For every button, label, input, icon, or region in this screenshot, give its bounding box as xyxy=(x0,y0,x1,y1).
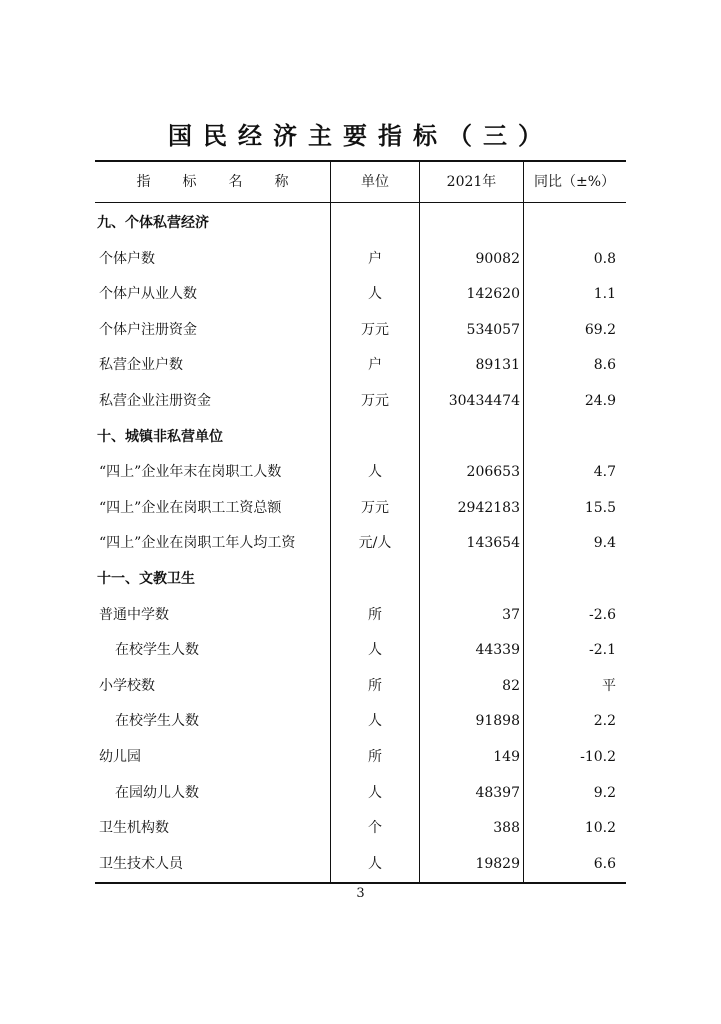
value-cell: 19829 xyxy=(475,855,520,872)
value-cell: 48397 xyxy=(475,784,520,801)
yoy-cell: -10.2 xyxy=(580,749,616,765)
yoy-cell: 8.6 xyxy=(593,357,616,374)
section-row xyxy=(95,205,626,241)
yoy-cell: -2.6 xyxy=(589,606,616,623)
indicator-name: 个体户从业人数 xyxy=(99,286,197,303)
value-cell: 206653 xyxy=(466,464,520,481)
yoy-cell: 9.4 xyxy=(593,535,616,552)
unit-cell: 人 xyxy=(368,464,382,481)
table-row xyxy=(95,810,626,846)
value-cell: 89131 xyxy=(475,357,520,374)
table-row xyxy=(95,668,626,704)
table-row xyxy=(95,383,626,419)
unit-cell: 人 xyxy=(368,784,382,801)
unit-cell: 户 xyxy=(368,250,382,267)
unit-cell: 万元 xyxy=(361,499,389,516)
indicator-name: “四上”企业在岗职工年人均工资 xyxy=(99,535,296,552)
unit-cell: 人 xyxy=(368,855,382,872)
yoy-cell: 10.2 xyxy=(584,820,616,837)
section-heading: 九、个体私营经济 xyxy=(97,215,209,231)
indicator-name: 小学校数 xyxy=(99,677,155,694)
value-cell: 37 xyxy=(502,606,520,623)
page-number: 3 xyxy=(356,886,365,901)
unit-cell: 所 xyxy=(368,749,382,765)
yoy-cell: 24.9 xyxy=(584,393,616,409)
value-cell: 388 xyxy=(493,820,520,837)
yoy-cell: 15.5 xyxy=(584,499,616,516)
unit-cell: 人 xyxy=(368,286,382,303)
yoy-cell: 平 xyxy=(602,677,616,694)
value-cell: 82 xyxy=(502,677,520,694)
value-cell: 91898 xyxy=(475,713,520,730)
table-row xyxy=(95,241,626,277)
page-title: 国民经济主要指标（三） xyxy=(168,122,553,150)
section-heading: 十一、文教卫生 xyxy=(97,571,195,587)
yoy-cell: 6.6 xyxy=(593,855,616,872)
indicator-name: “四上”企业在岗职工工资总额 xyxy=(99,499,282,516)
table-row xyxy=(95,312,626,348)
value-cell: 44339 xyxy=(475,642,520,659)
unit-cell: 人 xyxy=(368,713,382,730)
yoy-cell: 69.2 xyxy=(584,321,616,338)
indicator-name: 卫生机构数 xyxy=(99,820,169,837)
indicator-name: 个体户注册资金 xyxy=(99,321,197,338)
header-name-char: 称 xyxy=(274,174,289,190)
value-cell: 534057 xyxy=(466,321,520,338)
header-name-char: 名 xyxy=(228,174,243,190)
value-cell: 30434474 xyxy=(448,393,520,409)
header-name-char: 标 xyxy=(182,174,197,190)
indicator-table xyxy=(95,160,626,884)
table-row xyxy=(95,454,626,490)
indicator-name: 私营企业户数 xyxy=(99,357,183,374)
table-row xyxy=(95,347,626,383)
unit-cell: 万元 xyxy=(361,321,389,338)
unit-cell: 所 xyxy=(368,677,382,694)
indicator-name: 私营企业注册资金 xyxy=(99,393,211,409)
table-row xyxy=(95,703,626,739)
yoy-cell: 4.7 xyxy=(593,464,616,481)
table-row xyxy=(95,490,626,526)
unit-cell: 元/人 xyxy=(358,535,392,552)
value-cell: 142620 xyxy=(466,286,520,303)
indicator-name: 在校学生人数 xyxy=(115,642,199,659)
header-divider xyxy=(95,202,626,203)
indicator-name: 幼儿园 xyxy=(99,749,141,765)
unit-cell: 所 xyxy=(368,606,382,623)
indicator-name: 个体户数 xyxy=(99,250,155,267)
yoy-cell: -2.1 xyxy=(589,642,616,659)
value-cell: 2942183 xyxy=(457,499,520,516)
indicator-name: 卫生技术人员 xyxy=(99,855,183,872)
header-year: 2021年 xyxy=(446,174,497,190)
indicator-name: 在园幼儿人数 xyxy=(115,784,199,801)
table-row xyxy=(95,525,626,561)
value-cell: 143654 xyxy=(466,535,520,552)
indicator-name: 普通中学数 xyxy=(99,606,169,623)
value-cell: 90082 xyxy=(475,250,520,267)
section-row xyxy=(95,419,626,455)
indicator-name: 在校学生人数 xyxy=(115,713,199,730)
unit-cell: 个 xyxy=(368,820,382,837)
section-row xyxy=(95,561,626,597)
section-heading: 十、城镇非私营单位 xyxy=(97,428,223,445)
header-name-cell xyxy=(95,162,330,202)
header-name-char: 指 xyxy=(136,174,151,190)
unit-cell: 人 xyxy=(368,642,382,659)
table-row xyxy=(95,276,626,312)
unit-cell: 万元 xyxy=(361,393,389,409)
yoy-cell: 1.1 xyxy=(593,286,616,303)
header-yoy: 同比（±%） xyxy=(534,174,616,190)
table-row xyxy=(95,597,626,633)
table-row xyxy=(95,846,626,882)
yoy-cell: 9.2 xyxy=(593,784,616,801)
table-row xyxy=(95,775,626,811)
yoy-cell: 0.8 xyxy=(593,250,616,267)
value-cell: 149 xyxy=(493,749,520,765)
header-unit: 单位 xyxy=(361,174,389,190)
table-row xyxy=(95,739,626,775)
indicator-name: “四上”企业年末在岗职工人数 xyxy=(99,464,282,481)
yoy-cell: 2.2 xyxy=(593,713,616,730)
table-row xyxy=(95,632,626,668)
unit-cell: 户 xyxy=(368,357,382,374)
